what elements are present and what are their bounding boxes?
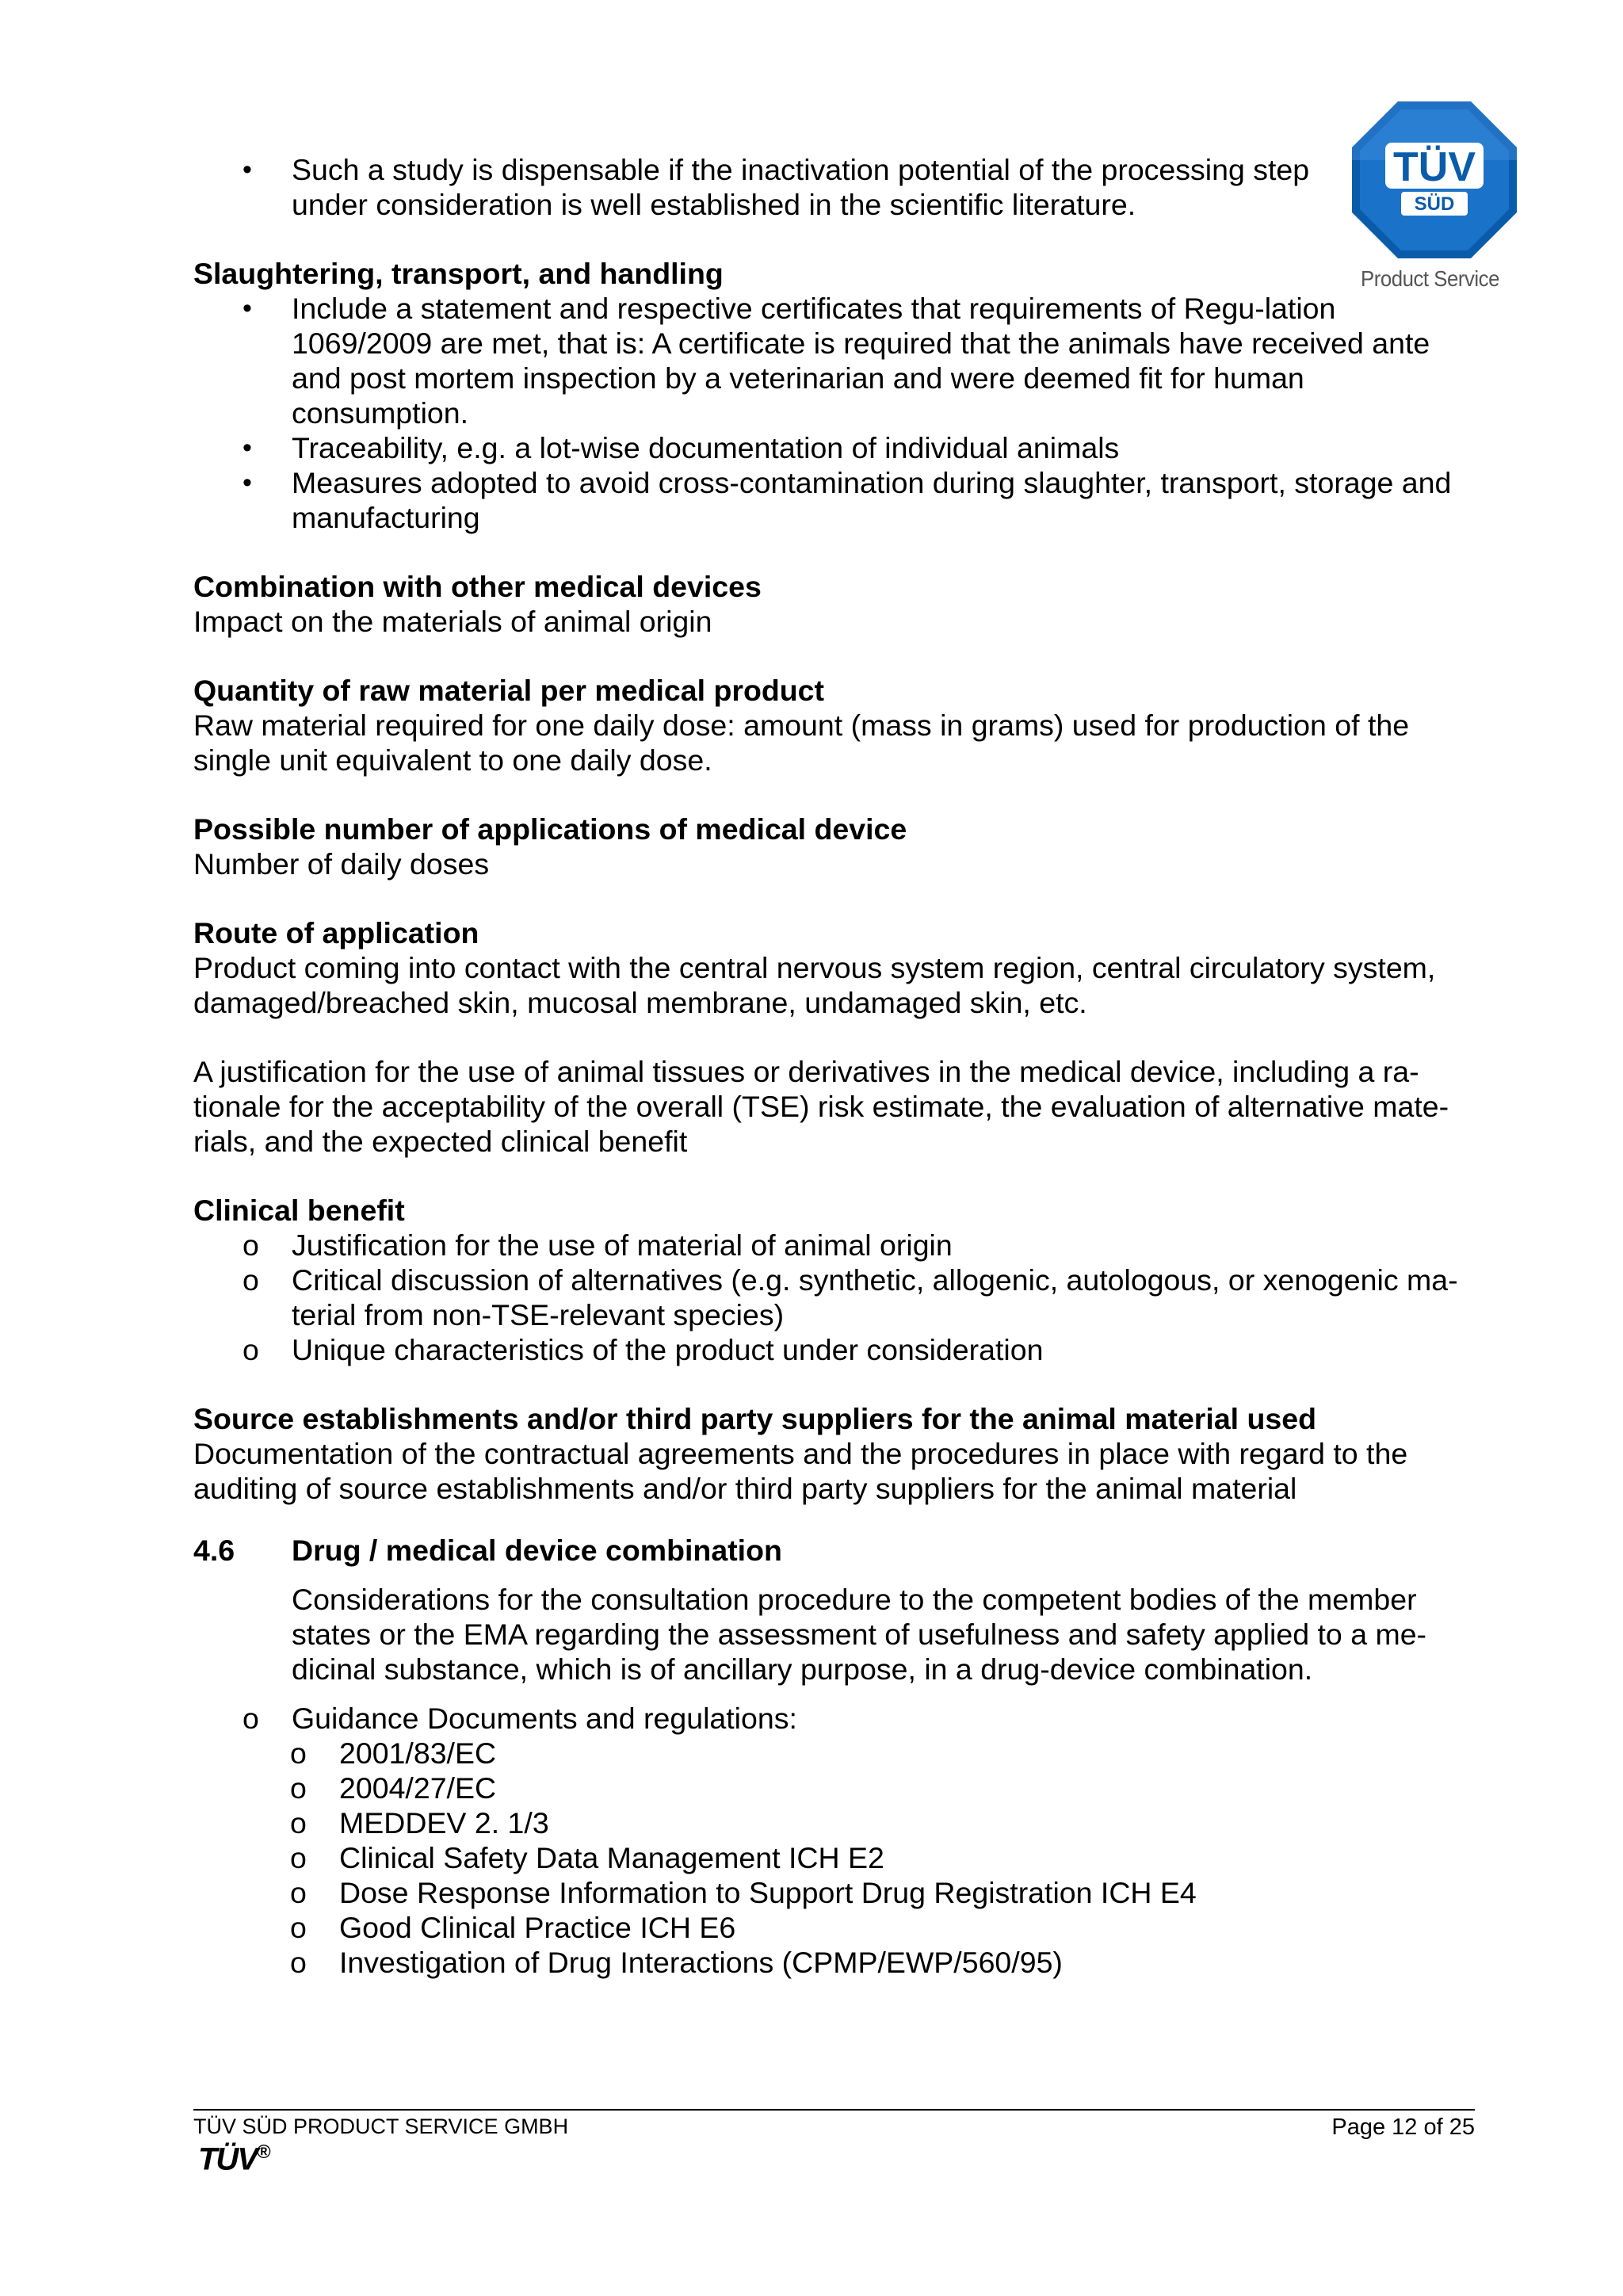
list-item: o 2004/27/EC <box>290 1771 497 1805</box>
footer-company: TÜV SÜD PRODUCT SERVICE GMBH <box>193 2115 569 2138</box>
section-heading: Possible number of applications of medical device <box>193 812 907 846</box>
circle-marker: o <box>242 1263 259 1297</box>
section-heading: Clinical benefit <box>193 1194 405 1227</box>
list-item: • Such a study is dispensable if the inactivation potential of the processing step under consideration is well established in the scientific literature. <box>242 153 1310 221</box>
section-text: A justification for the use of animal tissues or derivatives in the medical device, including a ra-tionale for the acceptability of the overall (TSE) risk estimate, the evaluation of alternative mate-rials, and the expected clinical benefit <box>193 1055 1449 1158</box>
quantity-section <box>193 673 1477 777</box>
list-item: o Clinical Safety Data Management ICH E2 <box>290 1841 884 1874</box>
guidance-documents-list <box>193 1736 1477 1980</box>
slaughtering-bullet-list <box>193 291 1477 535</box>
circle-marker: o <box>290 1806 307 1839</box>
guidance-list <box>193 1701 1477 1736</box>
circle-marker: o <box>242 1228 259 1262</box>
svg-text:SÜD: SÜD <box>1414 193 1455 215</box>
list-item: • Measures adopted to avoid cross-contamination during slaughter, transport, storage and manufacturing <box>242 466 1452 534</box>
section-heading: Route of application <box>193 916 479 949</box>
list-item: o Guidance Documents and regulations: <box>242 1702 797 1735</box>
section-text: Product coming into contact with the central nervous system region, central circulatory system, damaged/breached skin, mucosal membrane, undamaged skin, etc. <box>193 951 1436 1019</box>
circle-marker: o <box>290 1911 307 1944</box>
section-heading: Quantity of raw material per medical product <box>193 674 825 707</box>
page-number: Page 12 of 25 <box>1331 2115 1475 2140</box>
registered-symbol: ® <box>257 2141 269 2163</box>
section-title: Drug / medical device combination <box>292 1534 782 1567</box>
logo-caption: Product Service <box>1361 266 1499 291</box>
list-item: o Unique characteristics of the product under consideration <box>242 1333 1044 1366</box>
circle-marker: o <box>290 1841 307 1874</box>
document-body <box>193 152 1477 1980</box>
section-text: Documentation of the contractual agreements and the procedures in place with regard to the auditing of source establishments and/or third party suppliers for the animal material <box>193 1437 1408 1505</box>
slaughtering-section <box>193 256 1477 535</box>
list-item: o Good Clinical Practice ICH E6 <box>290 1911 736 1944</box>
intro-block <box>193 152 1311 222</box>
circle-marker: o <box>290 1876 307 1909</box>
list-item: o Investigation of Drug Interactions (CPMP/EWP/560/95) <box>290 1946 1063 1979</box>
list-item: o Dose Response Information to Support Drug Registration ICH E4 <box>290 1876 1197 1909</box>
section-heading: Slaughtering, transport, and handling <box>193 257 724 290</box>
section-heading: Source establishments and/or third party suppliers for the animal material used <box>193 1402 1317 1435</box>
list-item: • Include a statement and respective certificates that requirements of Regu-lation 1069/2009 are met, that is: A certificate is required that the animals have received ante and post mortem inspection by a veterinarian and were deemed fit for human consumption. <box>242 292 1430 430</box>
list-item: o Justification for the use of material of animal origin <box>242 1228 953 1262</box>
circle-marker: o <box>290 1946 307 1979</box>
list-item: o Critical discussion of alternatives (e.g. synthetic, allogenic, autologous, or xenogenic ma-terial from non-TSE-relevant species) <box>242 1263 1458 1331</box>
circle-marker: o <box>290 1771 307 1805</box>
bullet-marker: • <box>242 293 252 323</box>
source-section <box>193 1401 1477 1506</box>
section-text: Considerations for the consultation procedure to the competent bodies of the member states or the EMA regarding the assessment of usefulness and safety applied to a me-dicinal substance, which is of ancillary purpose, in a drug-device combination. <box>292 1583 1427 1686</box>
list-item: o MEDDEV 2. 1/3 <box>290 1806 549 1839</box>
route-section <box>193 915 1477 1020</box>
footer-divider <box>193 2109 1475 2111</box>
svg-text:TÜV: TÜV <box>1393 144 1476 190</box>
section-number: 4.6 <box>193 1534 235 1567</box>
bullet-marker: • <box>242 155 252 185</box>
bullet-marker: • <box>242 468 252 498</box>
list-item: o 2001/83/EC <box>290 1736 497 1770</box>
bullet-marker: • <box>242 433 252 463</box>
numbered-section-title <box>193 1533 1477 1568</box>
section-4-6 <box>193 1533 1477 1980</box>
section-heading: Combination with other medical devices <box>193 570 762 603</box>
combination-section <box>193 569 1477 639</box>
clinical-benefit-section <box>193 1193 1477 1367</box>
intro-bullet-list <box>193 152 1311 222</box>
circle-marker: o <box>242 1702 259 1735</box>
circle-marker: o <box>242 1333 259 1366</box>
circle-marker: o <box>290 1736 307 1770</box>
section-text: Raw material required for one daily dose: amount (mass in grams) used for production of the single unit equivalent to one daily dose. <box>193 709 1410 777</box>
section-text: Number of daily doses <box>193 847 490 881</box>
justification-paragraph <box>193 1054 1477 1159</box>
applications-section <box>193 812 1477 881</box>
list-item: • Traceability, e.g. a lot-wise documentation of individual animals <box>242 431 1120 464</box>
footer-tuv-mark: TÜV® <box>198 2141 269 2177</box>
clinical-benefit-list <box>193 1228 1477 1367</box>
section-text: Impact on the materials of animal origin <box>193 605 712 638</box>
